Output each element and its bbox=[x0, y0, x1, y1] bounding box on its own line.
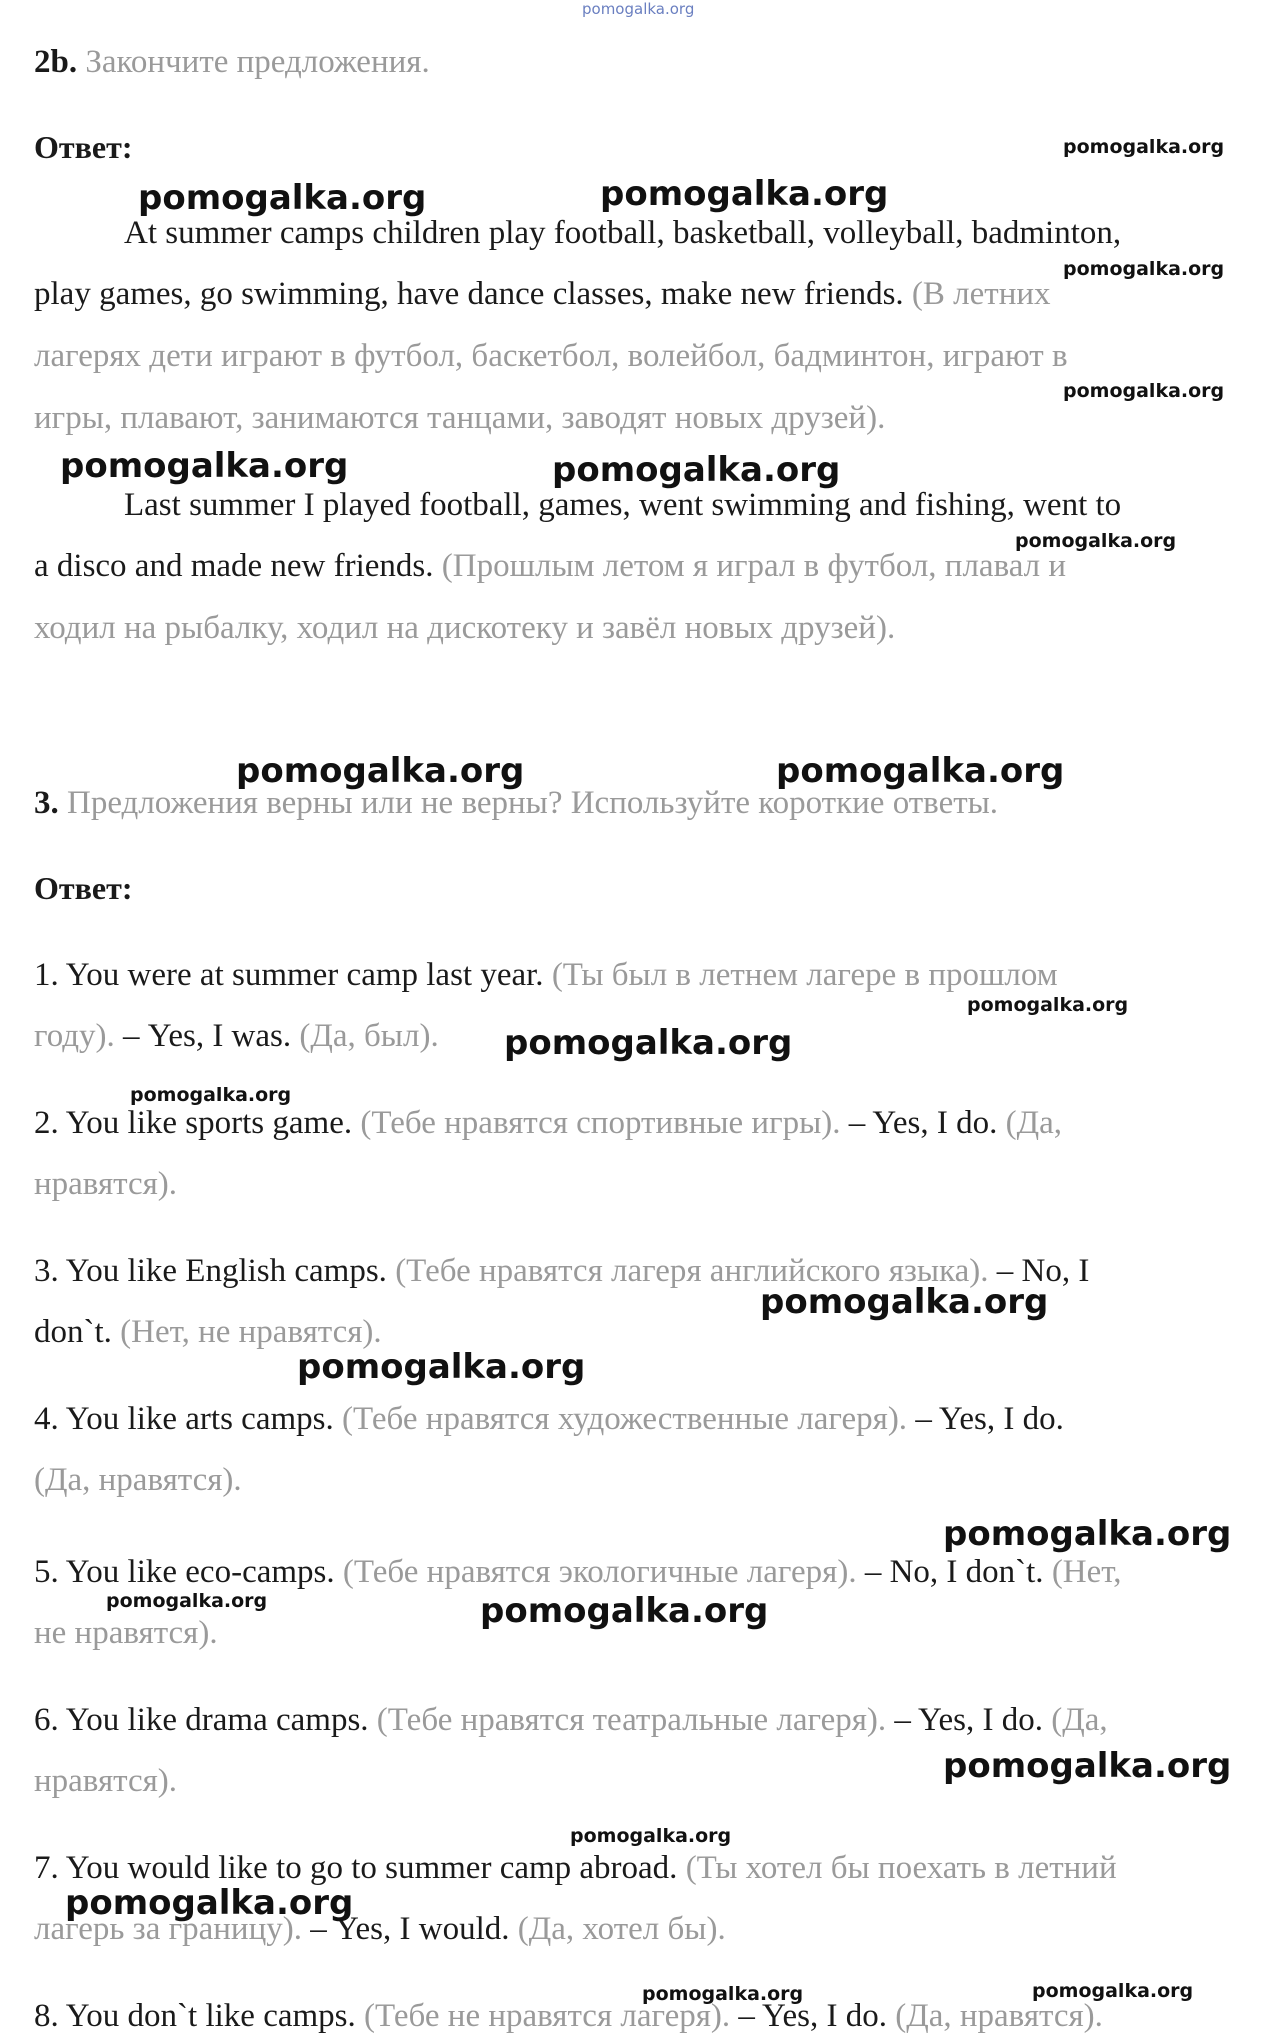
watermark: pomogalka.org bbox=[1032, 1980, 1194, 2002]
statement: 1. You were at summer camp last year. bbox=[34, 957, 544, 993]
translation-line: игры, плавают, занимаются танцами, заводят новых друзей). bbox=[34, 400, 886, 436]
statement: 3. You like English camps. bbox=[34, 1253, 387, 1289]
translation: (Ты хотел бы поехать в летний bbox=[677, 1850, 1117, 1886]
answer-label: Ответ: bbox=[34, 870, 133, 906]
answer: don`t. bbox=[34, 1314, 112, 1350]
answer-translation: (Да, хотел бы). bbox=[509, 1911, 726, 1947]
statement: 5. You like eco-camps. bbox=[34, 1554, 335, 1590]
answer: – Yes, I do. bbox=[730, 1998, 887, 2034]
list-item bbox=[34, 1399, 1064, 1439]
list-item bbox=[34, 955, 1058, 995]
answer-translation: (Да, bbox=[997, 1105, 1062, 1141]
watermark: pomogalka.org bbox=[130, 1084, 292, 1106]
paragraph-line bbox=[34, 274, 1051, 314]
watermark: pomogalka.org bbox=[106, 1590, 268, 1612]
answer: – No, I bbox=[988, 1253, 1090, 1289]
watermark: pomogalka.org bbox=[236, 751, 525, 791]
translation-line: лагерях дети играют в футбол, баскетбол, волейбол, бадминтон, играют в bbox=[34, 338, 1068, 374]
statement: 2. You like sports game. bbox=[34, 1105, 353, 1141]
translation: (Тебе нравятся лагеря английского языка). bbox=[386, 1253, 989, 1289]
list-item-continuation bbox=[34, 1312, 382, 1352]
translation: (Тебе не нравятся лагеря). bbox=[355, 1998, 731, 2034]
paragraph-line: At summer camps children play football, basketball, volleyball, badminton, bbox=[124, 215, 1122, 251]
watermark: pomogalka.org bbox=[552, 450, 841, 490]
answer-translation: (Да, был). bbox=[291, 1018, 439, 1054]
translation: (Тебе нравятся художественные лагеря). bbox=[333, 1401, 908, 1437]
answer: – Yes, I do. bbox=[840, 1105, 998, 1141]
watermark: pomogalka.org bbox=[570, 1825, 732, 1847]
watermark: pomogalka.org bbox=[1015, 530, 1177, 552]
answer: – Yes, I do. bbox=[907, 1401, 1064, 1437]
translation: (Тебе нравятся спортивные игры). bbox=[352, 1105, 841, 1141]
statement: 8. You don`t like camps. bbox=[34, 1998, 356, 2034]
section-number: 3. bbox=[34, 785, 59, 821]
watermark: pomogalka.org bbox=[65, 1883, 354, 1923]
list-item-continuation: нравятся). bbox=[34, 1166, 178, 1202]
list-item bbox=[34, 1552, 1121, 1592]
list-item bbox=[34, 1103, 1062, 1143]
translation-text: (Прошлым летом я играл в футбол, плавал и bbox=[433, 548, 1067, 584]
watermark: pomogalka.org bbox=[138, 178, 427, 218]
answer-translation: (Нет, не нравятся). bbox=[111, 1314, 382, 1350]
translation: лагерь за границу). bbox=[34, 1911, 302, 1947]
list-item-continuation: не нравятся). bbox=[34, 1615, 218, 1651]
answer: – Yes, I was. bbox=[114, 1018, 292, 1054]
section-instruction: Предложения верны или не верны? Используйте короткие ответы. bbox=[67, 785, 999, 821]
translation: (Тебе нравятся экологичные лагеря). bbox=[334, 1554, 857, 1590]
answer: – Yes, I do. bbox=[886, 1702, 1043, 1738]
list-item bbox=[34, 1848, 1117, 1888]
list-item bbox=[34, 1700, 1108, 1740]
list-item-continuation: нравятся). bbox=[34, 1763, 178, 1799]
translation: (Ты был в летнем лагере в прошлом bbox=[543, 957, 1058, 993]
answer: – Yes, I would. bbox=[302, 1911, 510, 1947]
answer-translation: (Да, нравятся). bbox=[886, 1998, 1103, 2034]
watermark: pomogalka.org bbox=[480, 1591, 769, 1631]
list-item-continuation: (Да, нравятся). bbox=[34, 1462, 242, 1498]
paragraph-line bbox=[34, 546, 1066, 586]
watermark: pomogalka.org bbox=[642, 1983, 804, 2005]
watermark: pomogalka.org bbox=[1063, 136, 1225, 158]
watermark: pomogalka.org bbox=[967, 994, 1129, 1016]
english-text: a disco and made new friends. bbox=[34, 548, 434, 584]
statement: 7. You would like to go to summer camp abroad. bbox=[34, 1850, 678, 1886]
section-number: 2b. bbox=[34, 44, 78, 80]
answer-translation: (Да, bbox=[1042, 1702, 1108, 1738]
watermark: pomogalka.org bbox=[776, 751, 1065, 791]
answer-label: Ответ: bbox=[34, 129, 133, 165]
list-item bbox=[34, 1996, 1103, 2036]
answer-translation: (Нет, bbox=[1043, 1554, 1122, 1590]
translation-line: ходил на рыбалку, ходил на дискотеку и завёл новых друзей). bbox=[34, 610, 896, 646]
watermark: pomogalka.org bbox=[1063, 380, 1225, 402]
watermark: pomogalka.org bbox=[1063, 258, 1225, 280]
translation-text: (В летних bbox=[903, 276, 1051, 312]
paragraph-line: Last summer I played football, games, went swimming and fishing, went to bbox=[124, 487, 1122, 523]
section-instruction: Закончите предложения. bbox=[85, 44, 430, 80]
section-2b-title bbox=[34, 42, 430, 82]
statement: 4. You like arts camps. bbox=[34, 1401, 334, 1437]
statement: 6. You like drama camps. bbox=[34, 1702, 369, 1738]
watermark: pomogalka.org bbox=[297, 1347, 586, 1387]
watermark: pomogalka.org bbox=[943, 1746, 1232, 1786]
watermark: pomogalka.org bbox=[943, 1514, 1232, 1554]
answer: – No, I don`t. bbox=[856, 1554, 1044, 1590]
translation: году). bbox=[34, 1018, 115, 1054]
list-item-continuation bbox=[34, 1016, 439, 1056]
watermark: pomogalka.org bbox=[504, 1023, 793, 1063]
translation: (Тебе нравятся театральные лагеря). bbox=[368, 1702, 887, 1738]
header-watermark: pomogalka.org bbox=[582, 0, 695, 18]
watermark: pomogalka.org bbox=[60, 446, 349, 486]
english-text: play games, go swimming, have dance classes, make new friends. bbox=[34, 276, 904, 312]
watermark: pomogalka.org bbox=[600, 174, 889, 214]
watermark: pomogalka.org bbox=[760, 1282, 1049, 1322]
